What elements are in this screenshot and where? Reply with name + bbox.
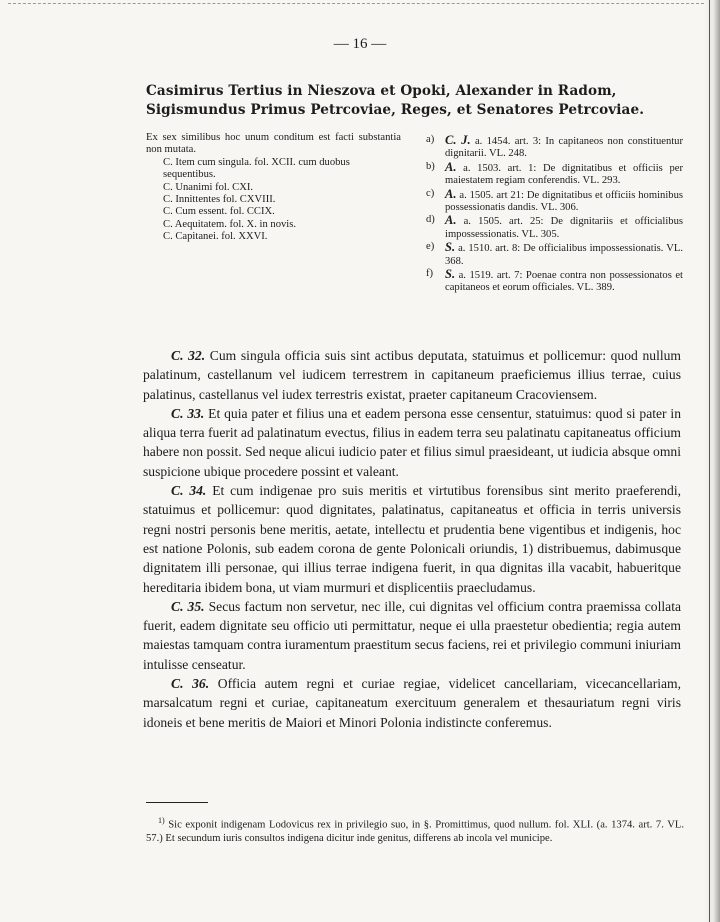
page-number: — 16 — — [333, 36, 387, 52]
source-ref: C. Item cum singula. fol. XCII. cum duobus — [163, 156, 350, 168]
statute-body — [143, 346, 681, 732]
annotation-text: a. 1505. art 21: De dignitatibus et officiis hominibus possessionatis dandis. VL. 306. — [445, 189, 683, 214]
article-text: Et cum indigenae pro suis meritis et virtutibus forensibus sint merito praeferendi, statuimus et pollicemur: quod dignitates, palatinatus, capitaneatus et officia in terris universis regni nostri personis bene meritis, aetate, intellectu et prudentia bene vigentibus et indigenis, hoc est natione Polonis, sub eadem corona de gente Polonicali oriundis, — [143, 483, 682, 556]
footnote-mark: 1) — [158, 816, 165, 825]
page-edge-line — [709, 0, 710, 922]
annotation-item — [426, 241, 683, 268]
source-ref: C. Innittentes fol. CXVIII. — [163, 194, 276, 206]
annotation-label: e) — [426, 241, 435, 253]
page-edge-shadow — [704, 0, 720, 922]
statute-paragraph — [143, 404, 681, 481]
annotation-text: a. 1454. art. 3: In capitaneos non constituentur dignitarii. VL. 248. — [445, 136, 684, 160]
annotation-item — [426, 268, 683, 295]
annotation-text: a. 1510. art. 8: De officialibus impossessionatis. VL. 368. — [445, 243, 683, 267]
annotation-king: S. — [445, 267, 456, 282]
statute-paragraph — [143, 481, 681, 597]
article-number: C. 33. — [171, 405, 205, 421]
footnote-divider — [146, 802, 208, 803]
article-text-continued: distribuemus, dabimusque dignitatem illi personae, qui illius terrae indigena fuerit, in qua dignitas illa vacabit, habueritque hereditaria ibidem bona, ut viam murmuri et displicentiis praecludamus. — [143, 540, 681, 595]
article-text: Cum singula officia suis sint actibus deputata, statuimus et pollicemur: quod nullum palatinum, castellanum vel iudicem terrestrem in capitaneum praeficiemus illius terrae, cuius palatinus, castellanus vel iudex terrestris existat, praeter capitaneum Cracoviensem. — [143, 348, 682, 402]
statute-paragraph — [143, 674, 681, 732]
source-ref: C. Capitanei. fol. XXVI. — [163, 231, 268, 243]
article-number: C. 35. — [171, 598, 205, 614]
annotation-item — [426, 188, 683, 215]
annotation-king: C. J. — [445, 133, 471, 147]
source-ref-continuation: sequentibus. — [163, 169, 216, 181]
title-line-2: Sigismundus Primus Petrcoviae, Reges, et Senatores Petrcoviae. — [146, 102, 645, 118]
article-number: C. 32. — [171, 348, 206, 363]
source-ref: C. Aequitatem. fol. X. in novis. — [163, 218, 297, 230]
statute-paragraph — [143, 346, 681, 404]
top-edge-rule — [8, 3, 704, 4]
annotation-king: A. — [445, 186, 457, 201]
article-number: C. 34. — [171, 483, 207, 499]
statute-paragraph — [143, 597, 681, 674]
source-ref: C. Unanimi fol. CXI. — [163, 181, 254, 193]
article-number: C. 36. — [171, 676, 210, 692]
annotation-text: a. 1503. art. 1: De dignitatibus et officiis per maiestatem regiam conferendis. VL. 293. — [445, 162, 683, 187]
annotation-text: a. 1519. art. 7: Poenae contra non possessionatos et capitaneos et eorum officiales. VL. 389. — [445, 270, 684, 294]
annotation-king: A. — [445, 159, 457, 174]
annotation-king: S. — [445, 240, 456, 255]
annotation-label: f) — [426, 268, 434, 280]
annotation-item — [426, 134, 683, 161]
source-intro: Ex sex similibus hoc unum conditum est facti substantia non mutata. — [146, 132, 401, 156]
section-title — [146, 82, 686, 120]
annotation-item — [426, 161, 683, 188]
article-text: Secus factum non servetur, nec ille, cui dignitas vel officium contra praemissa collata fuerit, eadem dignitate seu officio uti permittatur, neque ei ulla praestetur obedientia; regia autem maiestas tamquam contra iuramentum praestitum secus faciens, rei et privilegio communi iniuriam intulisse censeatur. — [143, 598, 681, 672]
article-text: Et quia pater et filius una et eadem persona esse censentur, statuimus: quod si pater in aliqua terra fuerit ad palatinatum evectus, filius in eadem terra seu palatinatu capitaneatus officium habere non possit. Sed neque alicui iudicio pater et filius simul praesideant, ut iudicia absque omni suspicione ubique procedere possint et valeant. — [143, 405, 681, 479]
annotation-label: a) — [426, 134, 435, 145]
annotation-label: b) — [426, 160, 435, 172]
footnote-reference[interactable]: 1) — [521, 540, 534, 556]
footnote-text: Sic exponit indigenam Lodovicus rex in privilegio suo, in §. Promittimus, quod nullum. fol. XLI. (a. 1374. art. 7. VL. 57.) Et secundum iuris consultos indigena dicitur inde genitus, differens ab incola vel municipe. — [146, 819, 684, 844]
annotation-text: a. 1505. art. 25: De dignitariis et officialibus impossessionatis. VL. 305. — [445, 216, 683, 240]
annotations-list — [426, 134, 683, 295]
annotation-item — [426, 214, 683, 241]
annotation-label: c) — [426, 187, 435, 199]
source-ref: C. Cum essent. fol. CCIX. — [163, 206, 275, 218]
annotation-label: d) — [426, 214, 435, 226]
article-text: Officia autem regni et curiae regiae, videlicet cancellariam, vicecancellariam, marsalcatum regni et curiae, capitaneatum exercituum generalem et thesauriatum regni viris idoneis et bene meritis de Maiori et Minori Polonia indistincte conferemus. — [143, 676, 682, 730]
source-notes — [146, 132, 401, 244]
annotation-king: A. — [445, 213, 457, 228]
title-line-1: Casimirus Tertius in Nieszova et Opoki, Alexander in Radom, — [146, 83, 617, 99]
footnote — [146, 814, 684, 845]
